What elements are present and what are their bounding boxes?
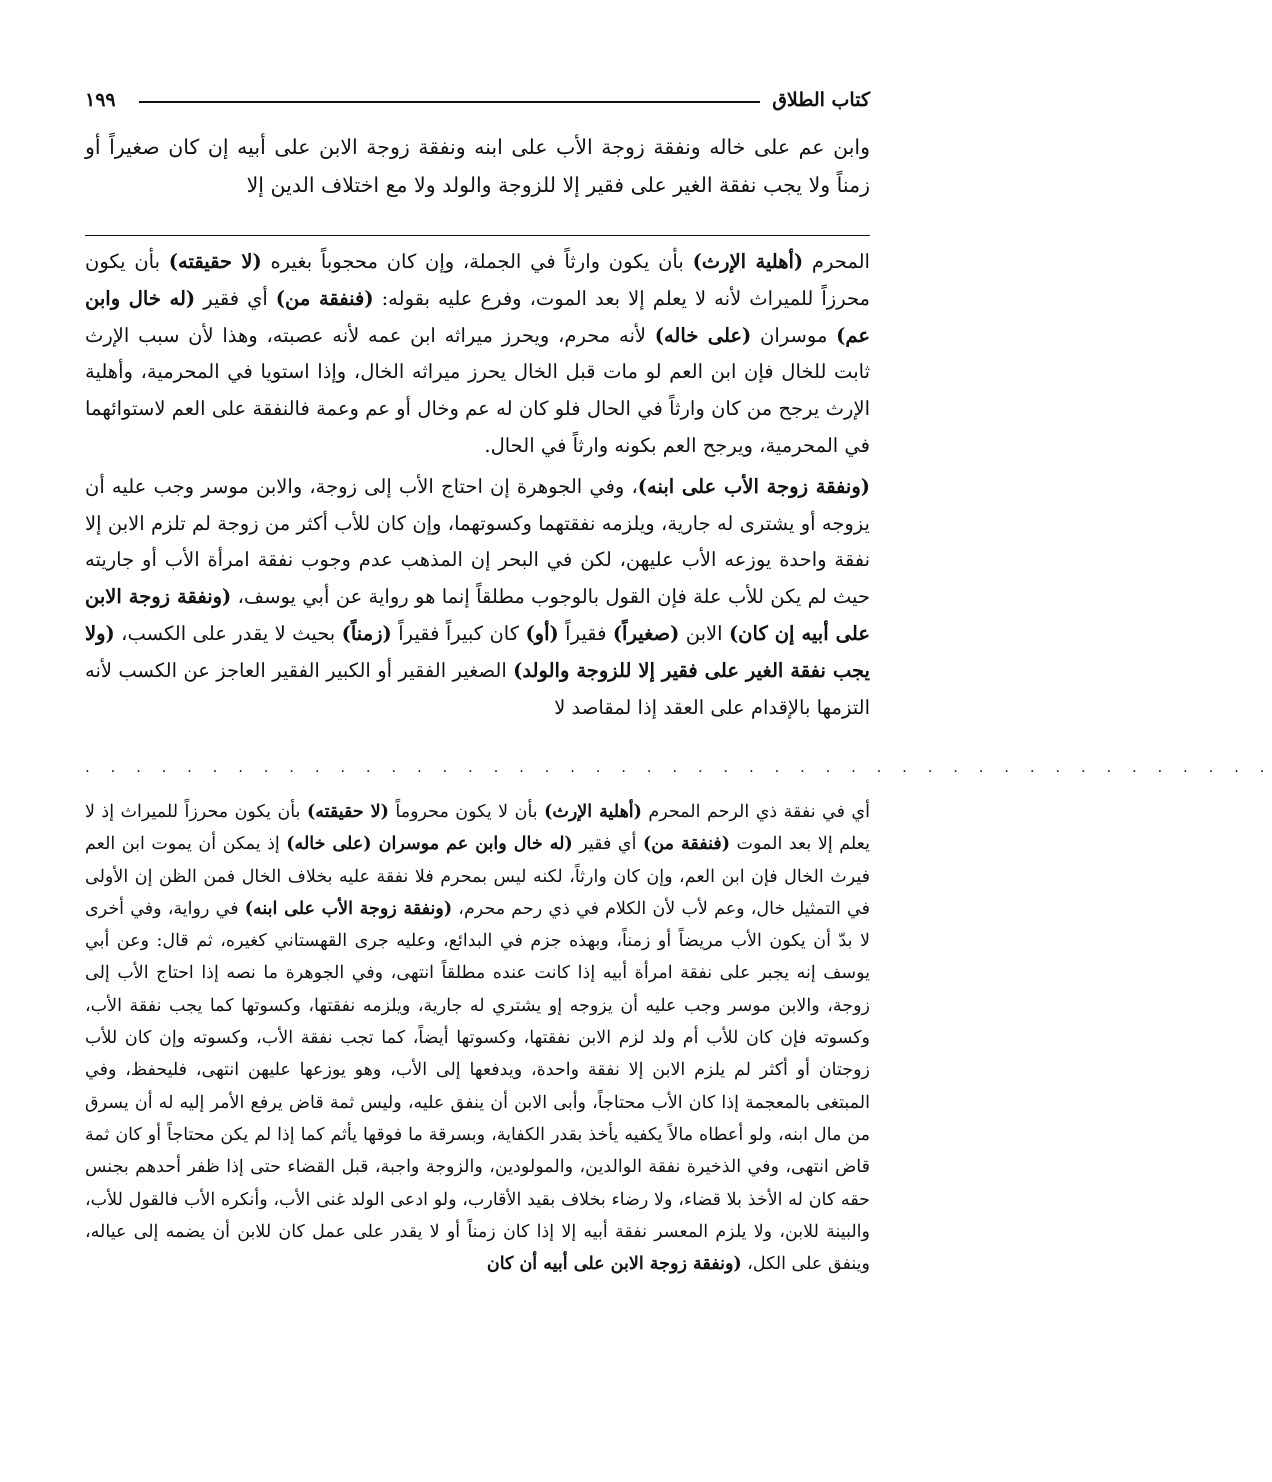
dotted-separator: . . . . . . . . . . . . . . . . . . . . . . . . . . . . . . . . . . . . . . . . . . . . . . . [85,758,1272,776]
text-run: بأن يكون محرزاً للميراث إذ لا يعلم إلا بعد الموت [85,802,870,855]
text-run: كان كبيراً فقيراً [391,621,526,645]
bold-quote: (له خال وابن عم) [85,286,870,347]
sharh-paragraph-2 [85,469,870,727]
bold-quote: (ونفقة زوجة الابن على أبيه إن كان) [85,585,870,645]
hashiya-paragraph [85,796,870,1280]
bold-quote: (زمناً) [341,621,392,645]
hashiya-text [85,796,870,1280]
bold-quote: (ونفقة زوجة الابن على أبيه أن كان [486,1254,742,1275]
text-run: ، وفي الجوهرة إن احتاج الأب إلى زوجة، والابن موسر وجب عليه أن يزوجه أو يشترى له جارية، ويلزمه نفقتهما وكسوتهما، وإن كان للأب أكثر من زوجة لم تلزم الابن إلا نفقة واحدة يوزعه الأب عليهن، لكن في البحر إن المذهب عدم وجوب نفقة امرأة الأب أو جاريته حيث لم يكن للأب علة فإن القول بالوجوب مطلقاً إنما هو رواية عن أبي يوسف، [85,474,871,609]
bold-quote: (صغيراً) [612,621,680,645]
chapter-title: كتاب الطلاق [772,89,870,111]
bold-quote: (لا حقيقته) [306,802,389,822]
text-run: موسران [751,323,837,347]
text-run: لأنه محرم، ويحرز ميراثه ابن عمه لأنه عصبته، وهذا لأن سبب الإرث ثابت للخال فإن ابن العم لو مات قبل الخال يحرز ميراثه الخال، وإذا استويا في المحرمية، وأهلية الإرث يرجح من كان وارثاً في الحال فلو كان له عم وخال أو عم وعمة فالنفقة على العم لاستوائهما في المحرمية، ويرجح العم بكونه وارثاً في الحال. [85,323,870,457]
page-number: ١٩٩ [85,89,116,111]
bold-quote: (أهلية الإرث) [544,802,642,822]
bold-quote: (ونفقة زوجة الأب على ابنه) [637,474,870,498]
bold-quote: (أو) [525,621,559,645]
page-header [85,86,870,116]
text-run: بحيث لا يقدر على الكسب، [114,621,342,645]
bold-quote: (لا حقيقته) [168,250,262,273]
text-run: فقيراً [558,621,613,645]
text-run: بأن يكون محرزاً للميراث لأنه لا يعلم إلا بعد الموت، وفرع عليه بقوله: [85,250,870,310]
bold-quote: (ونفقة زوجة الأب على ابنه) [244,898,453,919]
text-run: الابن [679,621,729,645]
text-run: بأن يكون وارثاً في الجملة، وإن كان محجوباً بغيره [261,250,693,273]
bold-quote: (أهلية الإرث) [692,250,804,273]
sharh-paragraph-1 [85,244,870,465]
text-run: أي فقير [572,834,643,855]
bold-quote: (على خاله) [654,323,752,347]
bold-quote: (فنفقة من) [642,834,731,855]
header-rule [139,101,760,103]
text-run: الصغير الفقير أو الكبير الفقير العاجز عن الكسب لأنه التزمها بالإقدام على العقد إذا لمقاصد لا [85,658,870,719]
text-run: أي في نفقة ذي الرحم المحرم [641,802,870,822]
matn-text [85,128,870,204]
text-run: بأن لا يكون محروماً [388,802,545,822]
text-run: إذ يمكن أن يموت ابن العم فيرث الخال فإن ابن العم، وإن كان وارثاً، لكنه ليس بمحرم فلا نفقة عليه بخلاف الخال فمن الظن إن الأولى في التمثيل خال، وعم لأب لأن الكلام في ذي رحم محرم، [85,834,870,919]
matn-separator-rule [85,235,870,236]
text-run: المحرم [803,250,870,273]
bold-quote: (له خال وابن عم موسران (على خاله) [286,834,573,855]
text-run: أي فقير [195,286,276,310]
matn-paragraph: وابن عم على خاله ونفقة زوجة الأب على ابنه ونفقة زوجة الابن على أبيه إن كان صغيراً أو زمناً ولا يجب نفقة الغير على فقير إلا للزوجة والولد ولا مع اختلاف الدين إلا [85,135,870,197]
bold-quote: (فنفقة من) [275,286,374,310]
sharh-text [85,244,870,726]
text-run: في رواية، وفي أخرى لا بدّ أن يكون الأب مريضاً أو زمناً، وبهذه جزم في البدائع، وعليه جرى القهستاني كغيره، ثم قال: وعن أبي يوسف إنه يجبر على نفقة امرأة أبيه إذا كانت عنده مطلقاً انتهى، وفي الجوهرة ما نصه إذا احتاج الأب إلى زوجة، والابن موسر وجب عليه أن يزوجه إو يشتري له جارية، ويلزمه نفقتها، وكسوتها كما يجب نفقة الأب، وكسوته فإن كان للأب أم ولد لزم الابن نفقتها، وكسوتها أيضاً، كما تجب نفقة الأب، وكسوته وإن كان للأب زوجتان أو أكثر لم يلزم الابن إلا نفقة واحدة، ويدفعها إلى الأب، وهو يوزعها عليهن انتهى، فليحفظ، وفي المبتغى بالمعجمة إذا كان الأب محتاجاً، وأبى الابن أن ينفق عليه، وليس ثمة قاض يرفع الأمر إليه له أن يسرق من مال ابنه، ولو أعطاه مالاً يكفيه يأخذ بقدر الكفاية، وبسرقة ما فوقها يأثم كما إذا لم يكن محتاجاً أو كان ثمة قاض انتهى، وفي الذخيرة نفقة الوالدين، والمولودين، والزوجة واجبة، قبل القضاء حتى إذا ظفر أحدهم بجنس حقه كان له الأخذ بلا قضاء، ولا رضاء بخلاف بقيد الأقارب، ولو ادعى الولد غنى الأب، وأنكره الأب فالقول للأب، والبينة للابن، ولا يلزم المعسر نفقة أبيه إلا إذا كان زمناً أو لا يقدر على عمل كان للابن أن يضمه إلى عياله، وينفق على الكل، [85,898,870,1275]
bold-quote: (ولا يجب نفقة الغير على فقير إلا للزوجة والولد) [85,621,870,682]
